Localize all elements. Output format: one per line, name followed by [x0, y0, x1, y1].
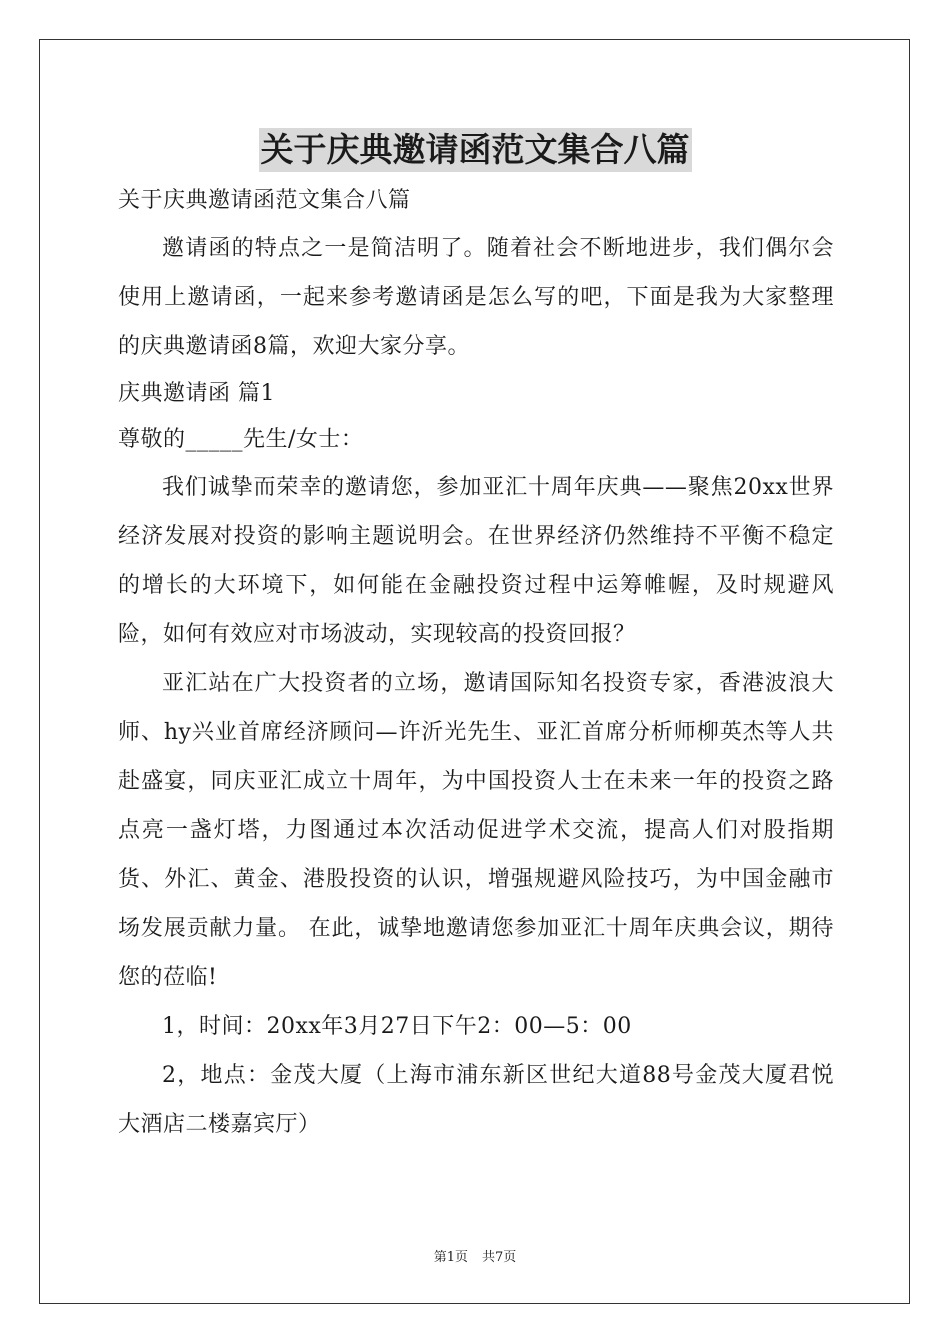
page-number: 第1页 [433, 1250, 468, 1265]
salutation-line [118, 417, 834, 463]
section-heading: 庆典邀请函 篇1 [118, 381, 275, 406]
page-footer [0, 1246, 950, 1265]
document-body [118, 178, 834, 1149]
subtitle-line: 关于庆典邀请函范文集合八篇 [118, 188, 411, 213]
title-block [0, 128, 950, 172]
salutation-suffix: 先生/女士： [243, 427, 364, 452]
invitation-paragraph-1: 我们诚挚而荣幸的邀请您，参加亚汇十周年庆典——聚焦20xx世界经济发展对投资的影响主题说明会。在世界经济仍然维持不平衡不稳定的增长的大环境下，如何能在金融投资过程中运筹帷幄，及时规避风险，如何有效应对市场波动，实现较高的投资回报？ [118, 475, 834, 647]
invitation-paragraph-2: 亚汇站在广大投资者的立场，邀请国际知名投资专家，香港波浪大师、hy兴业首席经济顾问—许沂光先生、亚汇首席分析师柳英杰等人共赴盛宴，同庆亚汇成立十周年，为中国投资人士在未来一年的投资之路点亮一盏灯塔，力图通过本次活动促进学术交流，提高人们对股指期货、外汇、黄金、港股投资的认识，增强规避风险技巧，为中国金融市场发展贡献力量。 在此，诚挚地邀请您参加亚汇十周年庆典会议，期待您的莅临! [118, 671, 834, 990]
event-time-item: 1，时间：20xx年3月27日下午2：00—5：00 [162, 1014, 632, 1039]
event-place-item: 2，地点：金茂大厦（上海市浦东新区世纪大道88号金茂大厦君悦大酒店二楼嘉宾厅） [118, 1063, 834, 1137]
document-title: 关于庆典邀请函范文集合八篇 [259, 128, 692, 172]
salutation-prefix: 尊敬的 [118, 427, 186, 452]
intro-paragraph: 邀请函的特点之一是简洁明了。随着社会不断地进步，我们偶尔会使用上邀请函，一起来参考邀请函是怎么写的吧，下面是我为大家整理的庆典邀请函8篇，欢迎大家分享。 [118, 236, 834, 359]
salutation-blank: _____ [185, 427, 244, 452]
page-total: 共7页 [482, 1250, 517, 1265]
